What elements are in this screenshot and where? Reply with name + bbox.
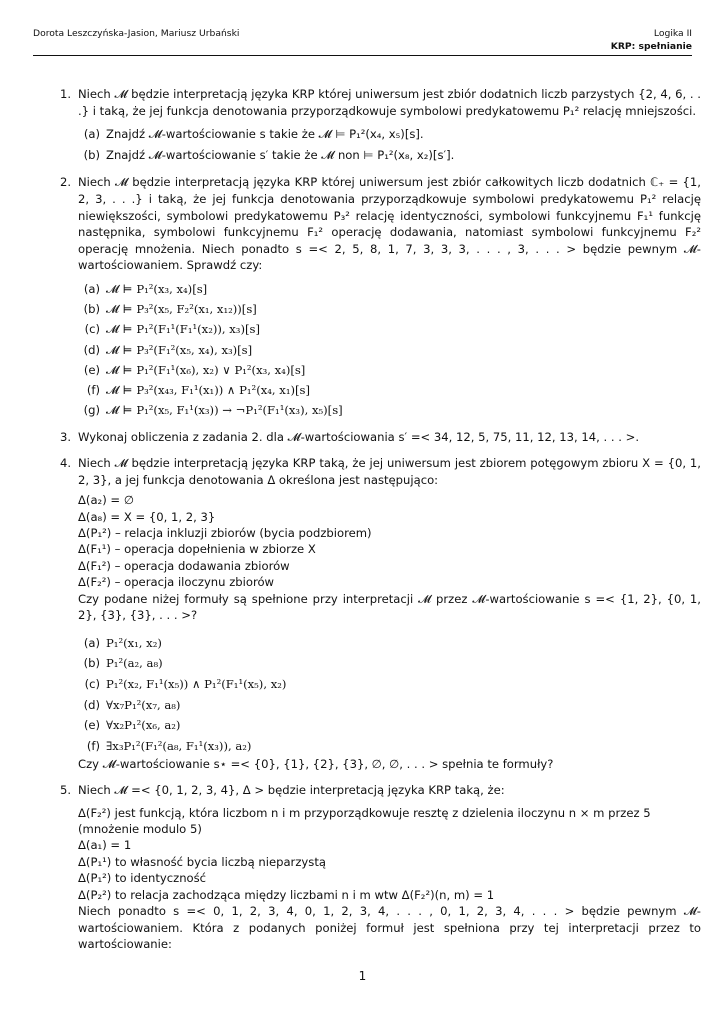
subtask-text: Znajdź 𝓜-wartościowanie s takie że 𝓜 ⊨ P₁²(x₄, x₅)[s]. [106, 127, 424, 142]
subtask [78, 736, 701, 757]
formula: ∃x₃P₁²(F₁²(a₈, F₁¹(x₃)), a₂) [106, 738, 252, 753]
formula: 𝓜 ⊨ P₃²(x₅, F₂²(x₁, x₁₂))[s] [106, 302, 257, 317]
subtask-label: (d) [83, 697, 100, 712]
task-text: Niech 𝓜 =< {0, 1, 2, 3, 4}, Δ > będzie interpretacją języka KRP taką, że: [78, 782, 505, 797]
subtask-label: (c) [84, 676, 100, 691]
header-rule [33, 55, 692, 56]
course-title: Logika II [653, 28, 692, 39]
task-2 [60, 174, 701, 420]
subtask-text: Znajdź 𝓜-wartościowanie s′ takie że 𝓜 non ⊨ P₁²(x₈, x₂)[s′]. [106, 147, 455, 162]
formula: P₁²(x₂, F₁¹(x₅)) ∧ P₁²(F₁¹(x₅), x₂) [106, 676, 287, 691]
subtask-label: (a) [83, 635, 100, 650]
formula: 𝓜 ⊨ P₁²(F₁¹(x₆), x₂) ∨ P₁²(x₃, x₄)[s] [106, 362, 306, 377]
header-right [611, 28, 692, 52]
subtask-label: (b) [83, 302, 100, 317]
section-title: KRP: spełnianie [610, 41, 692, 52]
subtask-label: (b) [83, 147, 100, 162]
subtask [78, 124, 701, 145]
subtask-label: (f) [86, 738, 100, 753]
subtask [78, 633, 701, 654]
subtask-label: (e) [83, 718, 100, 733]
formula: P₁²(a₂, a₈) [106, 656, 163, 671]
definition-line: Δ(a₈) = X = {0, 1, 2, 3} [78, 509, 216, 524]
subtask-list [78, 633, 701, 757]
subtask [78, 715, 701, 736]
subtask [78, 400, 701, 420]
subtask [78, 299, 701, 319]
definition-line: Δ(F₁¹) – operacja dopełnienia w zbiorze X [78, 542, 316, 557]
formula: P₁²(x₁, x₂) [106, 635, 162, 650]
definition-line: Δ(F₂²) – operacja iloczynu zbiorów [78, 575, 275, 590]
task-number: 3. [60, 430, 72, 445]
task-5 [60, 782, 701, 953]
formula: 𝓜 ⊨ P₁²(F₁¹(F₁¹(x₂)), x₃)[s] [106, 322, 260, 337]
task-number: 2. [60, 175, 72, 190]
task-text: Niech 𝓜 będzie interpretacją języka KRP której uniwersum jest zbiór dodatnich liczb parzystych {2, 4, 6, . . .} i taką, że jej funkcja denotowania przyporządkowuje symbolowi predykatowemu P₁² relację mniejszości. [78, 87, 701, 118]
task-number: 1. [60, 87, 72, 101]
task-number: 4. [60, 455, 72, 470]
subtask [78, 340, 701, 360]
formula: ∀x₂P₁²(x₆, a₂) [106, 718, 181, 733]
exercise-list [60, 86, 701, 962]
subtask [78, 145, 701, 166]
definition-line: Δ(P₂²) to relacja zachodząca między liczbami n i m wtw Δ(F₂²)(n, m) = 1 [78, 887, 495, 902]
page-number: 1 [358, 969, 367, 983]
task-text: Wykonaj obliczenia z zadania 2. dla 𝓜-wartościowania s′ =< 34, 12, 5, 75, 11, 12, 13, 14, . . . >. [78, 430, 640, 445]
authors: Dorota Leszczyńska-Jasion, Mariusz Urbański [33, 28, 240, 39]
definition-line: Δ(P₁¹) to własność bycia liczbą nieparzystą [78, 854, 326, 869]
definition-line: Δ(P₁²) to identyczność [78, 871, 207, 886]
subtask-label: (d) [83, 342, 100, 357]
formula: 𝓜 ⊨ P₃²(x₄₃, F₁¹(x₁)) ∧ P₁²(x₄, x₁)[s] [106, 382, 310, 397]
subtask [78, 319, 701, 339]
subtask [78, 380, 701, 400]
formula: 𝓜 ⊨ P₁²(x₅, F₁¹(x₃)) → ¬P₁²(F₁¹(x₃), x₅)[s] [106, 403, 343, 418]
definition-line: Δ(P₁²) – relacja inkluzji zbiorów (bycia podzbiorem) [78, 525, 372, 540]
subtask [78, 653, 701, 674]
subtask-label: (a) [83, 127, 100, 142]
subtask-list [78, 279, 701, 420]
task-text: Niech 𝓜 będzie interpretacją języka KRP taką, że jej uniwersum jest zbiorem potęgowym zbioru X = {0, 1, 2, 3}, a jej funkcja denotowania Δ określona jest następująco: [78, 455, 701, 487]
subtask-label: (e) [83, 362, 100, 377]
task-1 [60, 86, 701, 165]
formula: ∀x₇P₁²(x₇, a₈) [106, 697, 181, 712]
subtask-label: (f) [86, 382, 100, 397]
formula: 𝓜 ⊨ P₃²(F₁²(x₅, x₄), x₃)[s] [106, 342, 253, 357]
formula: 𝓜 ⊨ P₁²(x₃, x₄)[s] [106, 281, 208, 296]
definition-line: Δ(a₁) = 1 [78, 838, 132, 853]
denotation-definitions [78, 492, 701, 590]
task-3 [60, 429, 701, 446]
subtask-label: (g) [83, 403, 100, 418]
task-question: Czy podane niżej formuły są spełnione przy interpretacji 𝓜 przez 𝓜-wartościowanie s =< {1, 2}, {0, 1, 2}, {3}, {3}, . . . >? [78, 591, 701, 623]
subtask-label: (c) [84, 322, 100, 337]
definition-line: Δ(F₁²) – operacja dodawania zbiorów [78, 558, 290, 573]
definition-line: Δ(F₂²) jest funkcją, która liczbom n i m przyporządkowuje resztę z dzielenia iloczynu n × m przez 5 (mnożenie modulo 5) [78, 805, 651, 836]
definition-line: Δ(a₂) = ∅ [78, 493, 134, 508]
subtask-list [78, 124, 701, 165]
subtask [78, 279, 701, 299]
subtask-label: (a) [83, 281, 100, 296]
page-header [33, 28, 692, 58]
task-text: Niech 𝓜 będzie interpretacją języka KRP której uniwersum jest zbiór całkowitych liczb dodatnich ℂ₊ = {1, 2, 3, . . .} i taką, że jej funkcja denotowania przyporządkowuje symbolowi predykatowemu P₁² relację niewiększości, symbolowi predykatowemu P₃² relację identyczności, symbolowi funkcyjnemu F₁¹ funkcję następnika, symbolowi funkcyjnemu F₁² operację dodawania, natomiast symbolowi funkcyjnemu F₂² operację mnożenia. Niech ponadto s =< 2, 5, 8, 1, 7, 3, 3, 3, . . . , 3, . . . > będzie pewnym 𝓜-wartościowaniem. Sprawdź czy: [78, 175, 701, 273]
subtask [78, 360, 701, 380]
subtask [78, 674, 701, 695]
task-closing: Niech ponadto s =< 0, 1, 2, 3, 4, 0, 1, 2, 3, 4, . . . , 0, 1, 2, 3, 4, . . . > będzie pewnym 𝓜-wartościowaniem. Która z podanych poniżej formuł jest spełniona przy tej interpretacji przez to wartościowanie: [78, 903, 701, 952]
subtask-label: (b) [83, 656, 100, 671]
subtask [78, 695, 701, 716]
task-number: 5. [60, 782, 72, 797]
task-closing: Czy 𝓜-wartościowanie s⋆ =< {0}, {1}, {2}, {3}, ∅, ∅, . . . > spełnia te formuły? [78, 757, 554, 772]
task-4 [60, 455, 701, 773]
denotation-definitions [78, 805, 701, 903]
